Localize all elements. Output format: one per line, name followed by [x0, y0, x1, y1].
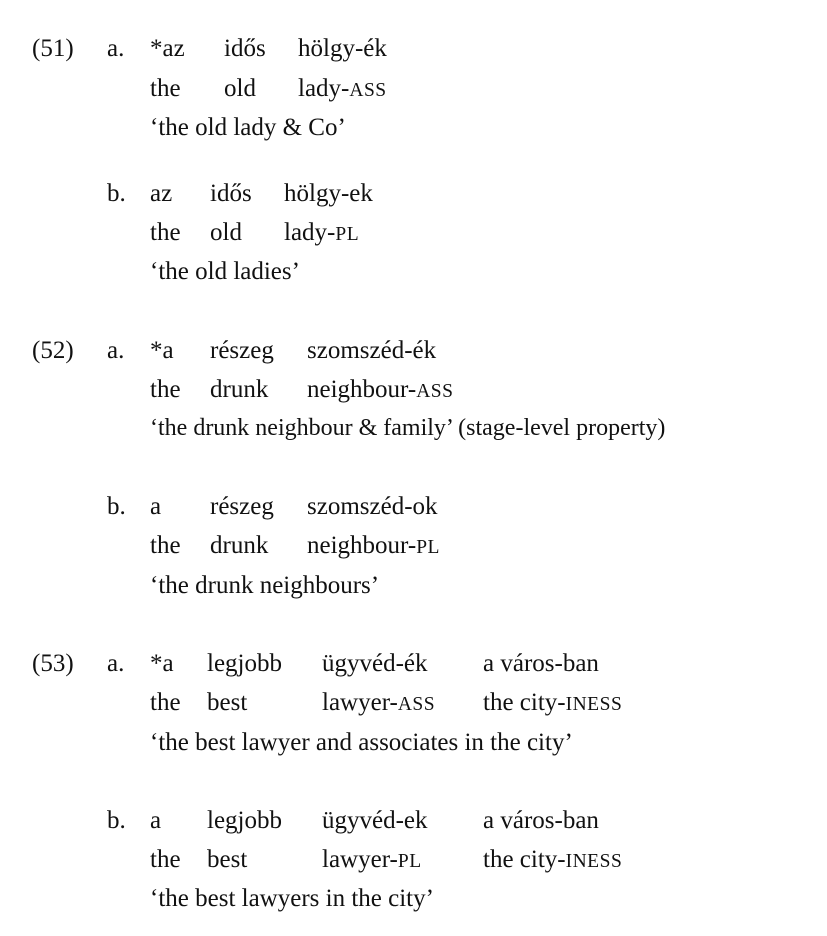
- gloss: the: [150, 532, 181, 559]
- gloss-stem: neighbour-: [307, 376, 417, 403]
- gloss: [322, 847, 422, 872]
- word: *a: [150, 650, 174, 677]
- word: ügyvéd-ek: [322, 807, 428, 834]
- gloss-morpheme: INESS: [565, 851, 623, 872]
- gloss-morpheme: ASS: [349, 80, 387, 101]
- gloss: [322, 690, 435, 715]
- word: legjobb: [207, 650, 282, 677]
- gloss-stem: neighbour-: [307, 532, 417, 559]
- item-letter: b.: [107, 807, 126, 834]
- translation: ‘the drunk neighbour & family’ (stage-level property): [150, 415, 666, 441]
- word: *a: [150, 337, 174, 364]
- gloss: [307, 533, 440, 558]
- gloss: best: [207, 846, 248, 873]
- word: hölgy-ék: [298, 35, 387, 62]
- translation: ‘the old lady & Co’: [150, 114, 346, 141]
- gloss: the: [150, 219, 181, 246]
- word: a: [150, 493, 162, 520]
- gloss-stem: lawyer-: [322, 846, 398, 873]
- gloss: old: [224, 75, 256, 102]
- gloss: the: [150, 376, 181, 403]
- word: ügyvéd-ék: [322, 650, 428, 677]
- gloss: [483, 847, 622, 872]
- gloss: [284, 220, 359, 245]
- item-letter: b.: [107, 493, 126, 520]
- gloss: the: [150, 75, 181, 102]
- gloss-stem: lady-: [284, 219, 336, 246]
- word: az: [150, 180, 173, 207]
- word: részeg: [210, 493, 274, 520]
- gloss-morpheme: ASS: [416, 381, 454, 402]
- example-number: (53): [32, 650, 74, 677]
- item-letter: b.: [107, 180, 126, 207]
- word: a: [150, 807, 162, 834]
- item-letter: a.: [107, 35, 125, 62]
- gloss-stem: the city-: [483, 689, 566, 716]
- gloss: old: [210, 219, 242, 246]
- word: a város-ban: [483, 650, 599, 677]
- word: szomszéd-ék: [307, 337, 437, 364]
- gloss-morpheme: PL: [397, 851, 422, 872]
- gloss: the: [150, 689, 181, 716]
- gloss: the: [150, 846, 181, 873]
- translation: ‘the best lawyer and associates in the city’: [150, 729, 573, 756]
- gloss-stem: lawyer-: [322, 689, 398, 716]
- gloss: [307, 377, 453, 402]
- example-number: (52): [32, 337, 74, 364]
- word: idős: [210, 180, 252, 207]
- gloss: best: [207, 689, 248, 716]
- word: idős: [224, 35, 266, 62]
- translation: ‘the drunk neighbours’: [150, 572, 380, 599]
- word: a város-ban: [483, 807, 599, 834]
- item-letter: a.: [107, 337, 125, 364]
- gloss-stem: the city-: [483, 846, 566, 873]
- gloss: drunk: [210, 532, 269, 559]
- translation: ‘the old ladies’: [150, 258, 300, 285]
- word: *az: [150, 35, 185, 62]
- gloss-morpheme: ASS: [397, 694, 436, 715]
- gloss-stem: lady-: [298, 75, 350, 102]
- gloss-morpheme: INESS: [565, 694, 623, 715]
- example-number: (51): [32, 35, 74, 62]
- word: hölgy-ek: [284, 180, 373, 207]
- gloss-morpheme: PL: [335, 224, 360, 245]
- gloss: [298, 76, 387, 101]
- word: szomszéd-ok: [307, 493, 438, 520]
- translation: ‘the best lawyers in the city’: [150, 885, 434, 912]
- gloss: drunk: [210, 376, 269, 403]
- gloss-morpheme: PL: [416, 537, 440, 558]
- word: részeg: [210, 337, 274, 364]
- word: legjobb: [207, 807, 282, 834]
- item-letter: a.: [107, 650, 125, 677]
- gloss: [483, 690, 622, 715]
